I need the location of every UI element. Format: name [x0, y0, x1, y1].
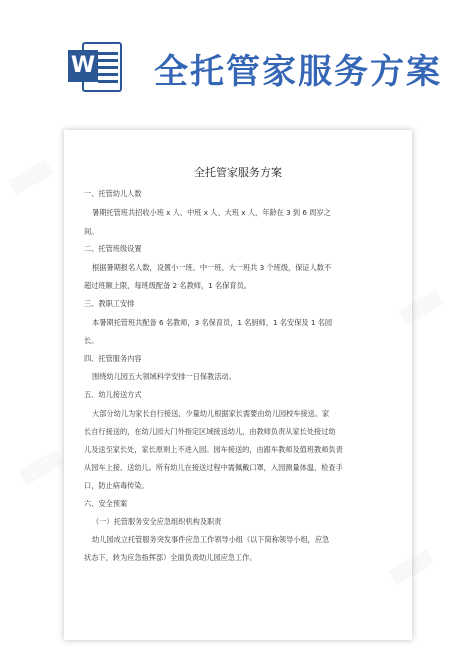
doc-line: 一、托管幼儿人数	[84, 189, 142, 198]
doc-line: 本暑期托管班共配备 6 名教师，3 名保育员，1 名厨师，1 名安保及 1 名园	[92, 318, 333, 327]
doc-line: 四、托管服务内容	[84, 354, 142, 363]
watermark: ▒▒▒▒	[8, 160, 55, 196]
doc-line: 长自行接送的，在幼儿园大门外指定区域接送幼儿，由教师负责从家长处接过幼	[84, 427, 336, 436]
doc-line: 六、安全预案	[84, 499, 128, 508]
doc-line: （一）托管服务安全应急组织机构及职责	[92, 517, 222, 526]
doc-line: 围绕幼儿园五大领域科学安排一日保教活动。	[92, 372, 236, 381]
doc-line: 大部分幼儿为家长自行接送，少量幼儿根据家长需要由幼儿园校车接送。家	[92, 409, 330, 418]
doc-line: 三、教职工安排	[84, 299, 135, 308]
doc-line: 状态下，转为应急指挥部）全面负责幼儿园应急工作。	[84, 553, 257, 562]
watermark: ▒▒▒▒	[398, 290, 445, 326]
word-letter-badge: W	[68, 50, 98, 82]
doc-line: 根据暑期报名人数，设置小一班、中一班、大一班共 3 个班级，保证人数不	[92, 263, 332, 272]
doc-line: 二、托管班级设置	[84, 244, 142, 253]
doc-line: 间。	[84, 227, 99, 236]
document-page	[64, 130, 412, 640]
word-document-icon	[68, 38, 124, 94]
doc-line: 长。	[84, 336, 99, 345]
watermark: ▒▒▒▒	[388, 550, 435, 586]
doc-line: 从园车上接、送幼儿。所有幼儿在接送过程中需佩戴口罩，入园测量体温、检查手	[84, 463, 343, 472]
doc-line: 幼儿园成立托管服务突发事件应急工作领导小组（以下简称领导小组，应急	[92, 535, 330, 544]
doc-line: 暑期托管班共招收小班 x 人、中班 x 人、大班 x 人，年龄在 3 到 6 周岁之	[92, 208, 331, 217]
doc-line: 五、幼儿接送方式	[84, 390, 142, 399]
document-title: 全托管家服务方案	[194, 166, 282, 179]
doc-line: 口，防止病毒传染。	[84, 481, 149, 490]
doc-line: 儿及送至家长处，家长原则上不进入园。园车接送的，由跟车教师及值班教师负责	[84, 445, 343, 454]
banner-title: 全托管家服务方案	[154, 52, 442, 92]
header-banner	[0, 0, 474, 118]
doc-line: 超过班额上限，每班级配备 2 名教师，1 名保育员。	[84, 281, 251, 290]
watermark: ▒▒▒▒	[18, 450, 65, 486]
